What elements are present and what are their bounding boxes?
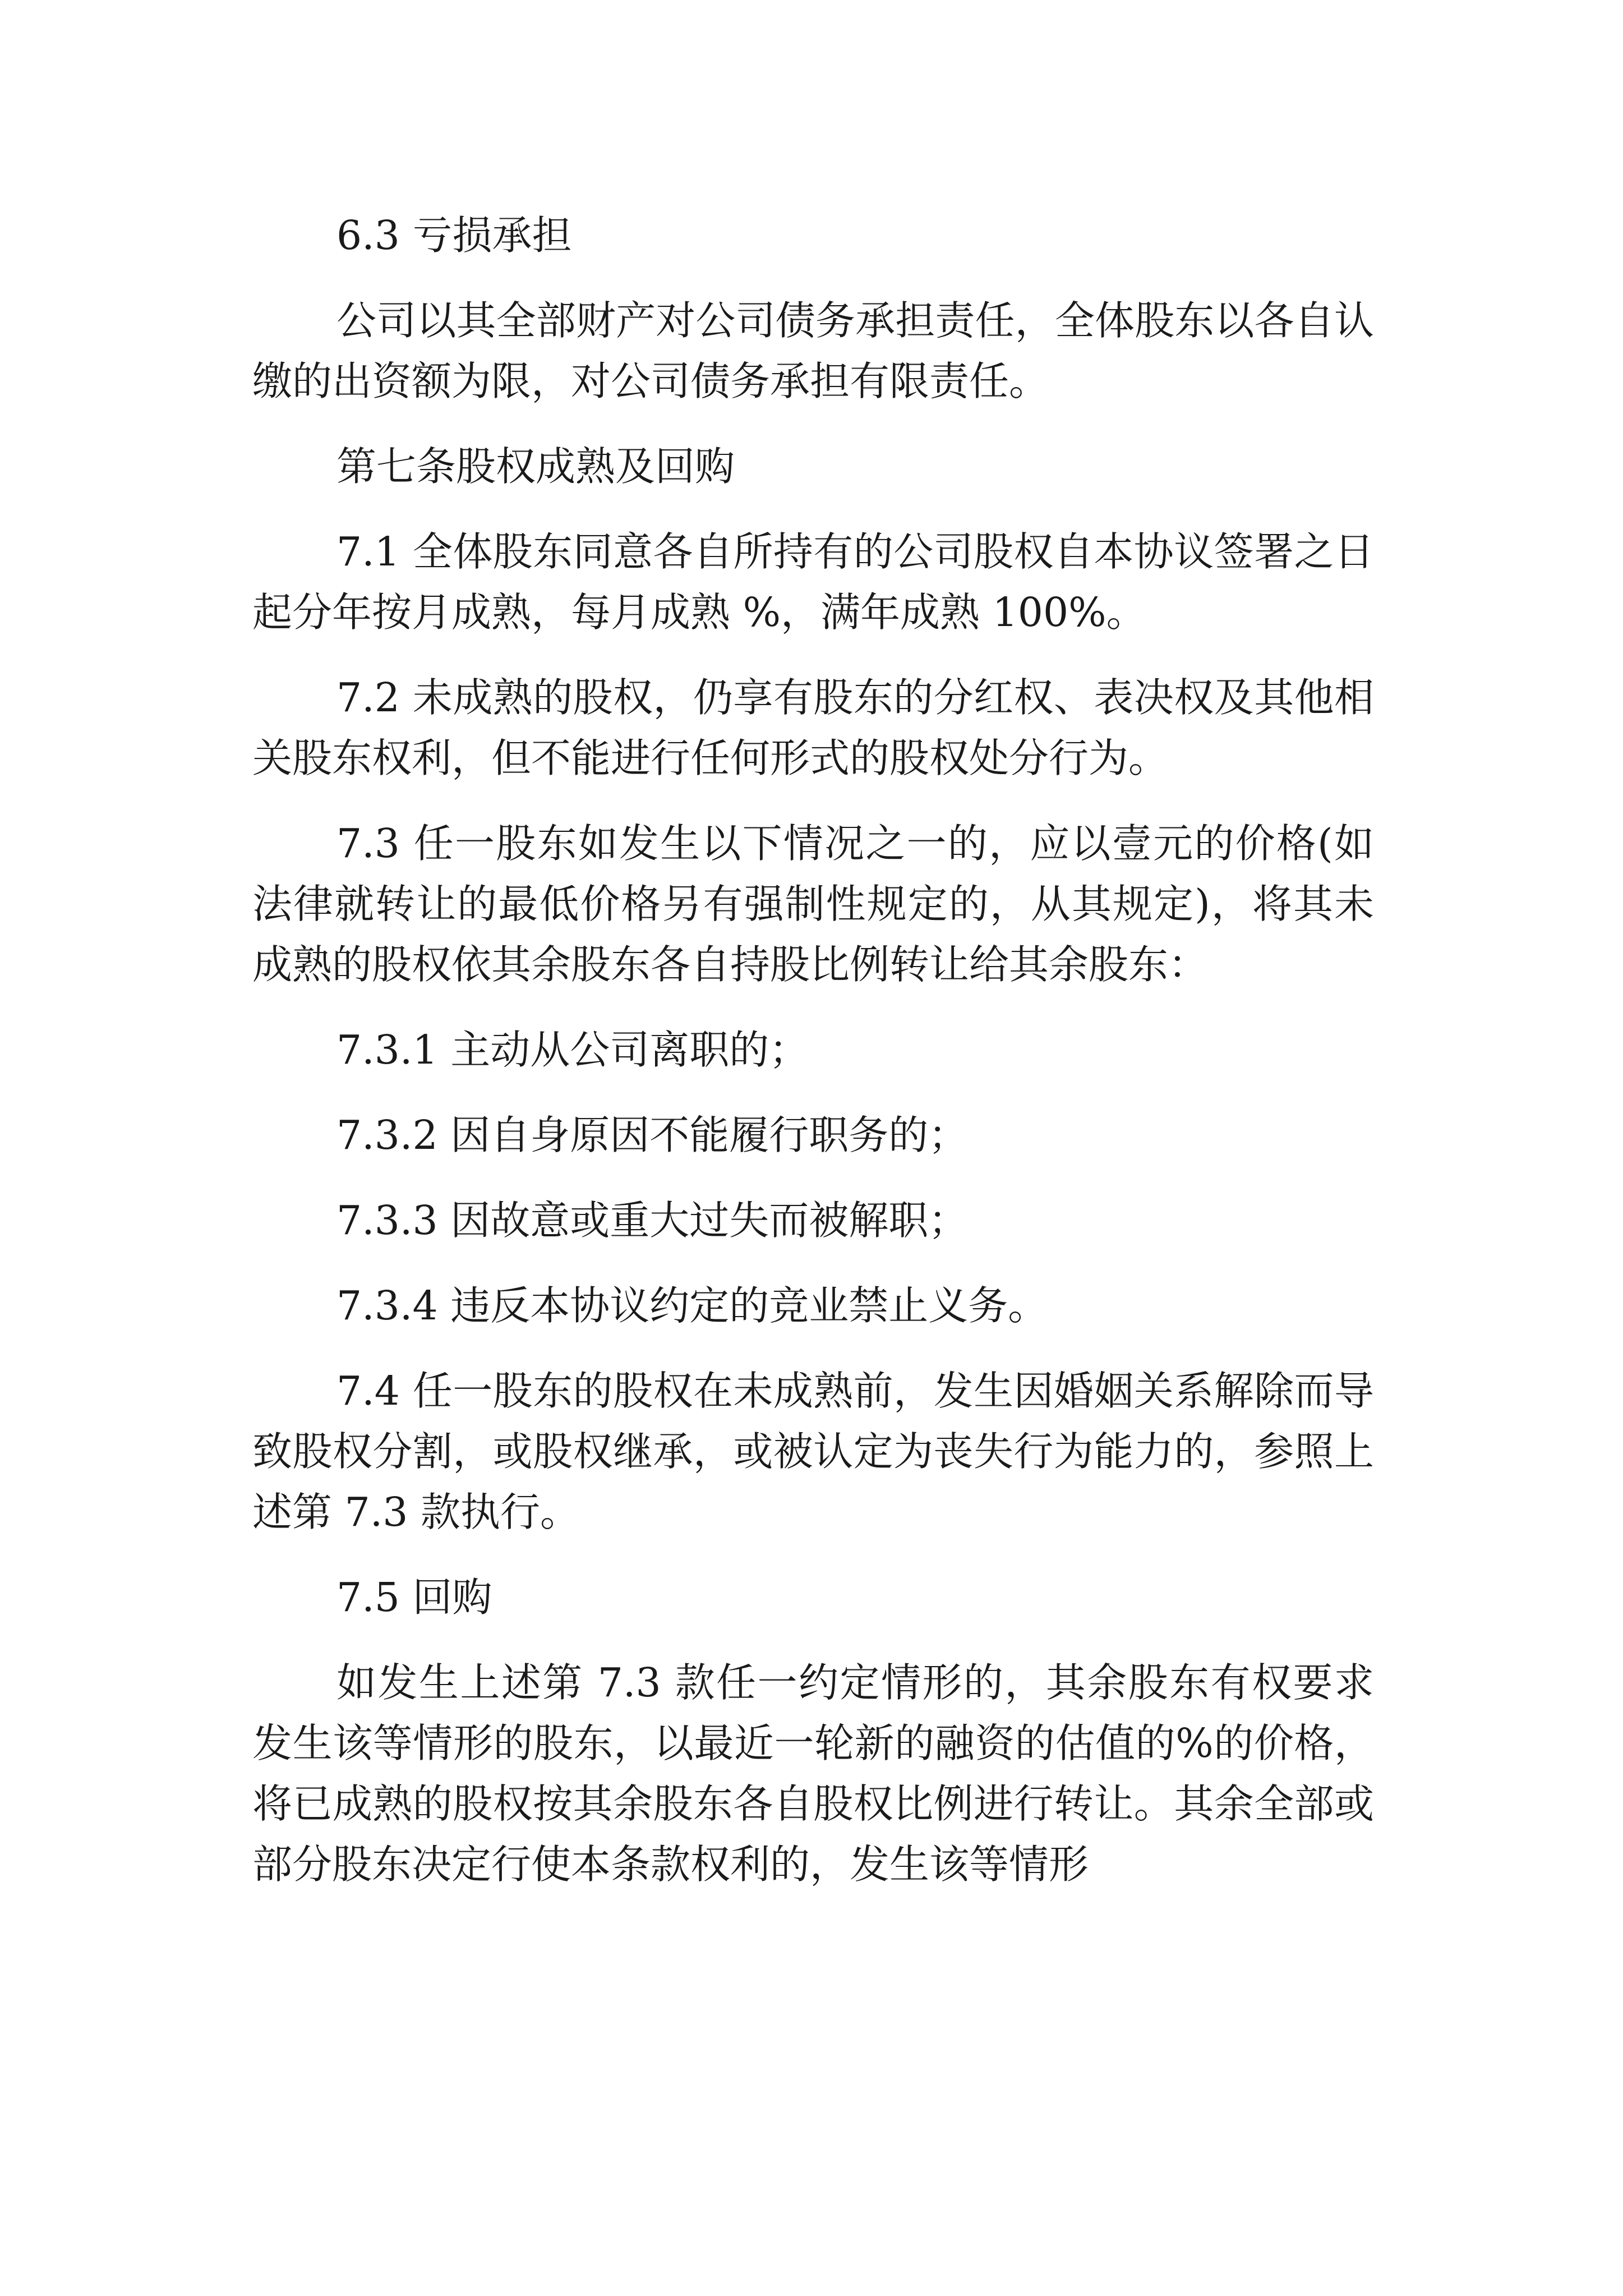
clause-7-3-2: 7.3.2 因自身原因不能履行职务的；: [336, 1112, 969, 1158]
clause-7-3-1: 7.3.1 主动从公司离职的；: [336, 1027, 809, 1073]
clause-7-5-body: 如发生上述第 7.3 款任一约定情形的，其余股东有权要求发生该等情形的股东，以最近一轮新的融资的估值的%的价格，将已成熟的股权按其余股东各自股权比例进行转让。其余全部或部分股东决定行使本条款权利的，发生该等情形: [252, 1659, 1374, 1888]
paragraph-liability: 公司以其全部财产对公司债务承担责任，全体股东以各自认缴的出资额为限，对公司债务承担有限责任。: [252, 297, 1374, 404]
section-heading-7-5: 7.5 回购: [336, 1574, 492, 1621]
clause-7-3: 7.3 任一股东如发生以下情况之一的，应以壹元的价格(如法律就转让的最低价格另有强制性规定的，从其规定)，将其未成熟的股权依其余股东各自持股比例转让给其余股东：: [252, 820, 1374, 988]
clause-7-4: 7.4 任一股东的股权在未成熟前，发生因婚姻关系解除而导致股权分割，或股权继承，或被认定为丧失行为能力的，参照上述第 7.3 款执行。: [252, 1368, 1374, 1535]
clause-7-3-3: 7.3.3 因故意或重大过失而被解职；: [336, 1197, 969, 1244]
clause-7-3-4: 7.3.4 违反本协议约定的竞业禁止义务。: [336, 1282, 1048, 1329]
section-heading-6-3: 6.3 亏损承担: [336, 212, 572, 259]
clause-7-2: 7.2 未成熟的股权，仍享有股东的分红权、表决权及其他相关股东权利，但不能进行任何形式的股权处分行为。: [252, 674, 1374, 781]
document-body: [252, 205, 1374, 1895]
clause-7-1: 7.1 全体股东同意各自所持有的公司股权自本协议签署之日起分年按月成熟，每月成熟 %，满年成熟 100%。: [252, 528, 1374, 636]
article-heading-7: 第七条股权成熟及回购: [336, 443, 735, 490]
